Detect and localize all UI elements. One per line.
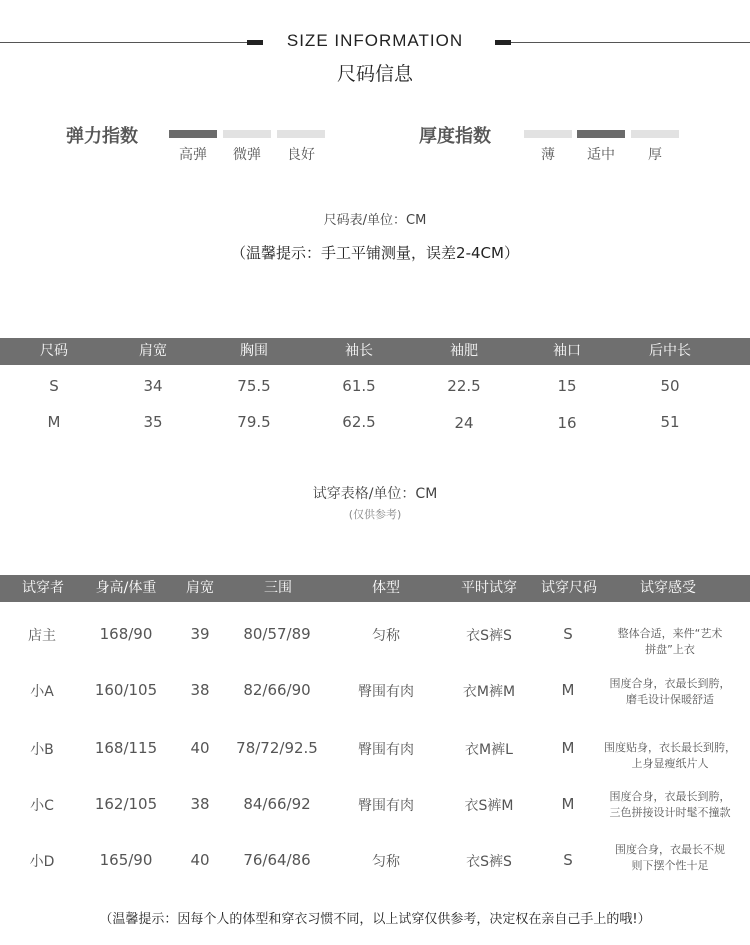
tryon-feedback: 三色拼接设计时髦不撞款 [609,806,731,819]
tryon-table-subcaption: (仅供参考) [348,508,402,521]
tryon-cell: 84/66/92 [243,795,311,813]
size-cell: 16 [557,414,577,432]
thickness-option-thick: 厚 [648,147,662,163]
size-cell: 51 [660,413,680,431]
tryon-cell: 衣M裤L [465,742,513,758]
tryon-feedback: 围度合身，衣最长不规 [615,843,725,856]
size-cell: 61.5 [342,377,376,395]
tryon-cell: 匀称 [372,854,400,870]
elasticity-option-slight: 微弹 [233,147,261,163]
elasticity-option-high: 高弹 [179,147,207,163]
tryon-cell: 匀称 [372,628,400,644]
tryon-cell: 衣S裤S [466,854,512,870]
tryon-cell: 78/72/92.5 [236,739,318,757]
tryon-header-tester: 试穿者 [22,580,64,596]
size-header-shoulder: 肩宽 [139,343,167,359]
tryon-feedback: 上身显瘦纸片人 [631,757,709,770]
tryon-cell: 衣S裤S [466,628,512,644]
tryon-cell: 小B [30,742,54,758]
tryon-header-shoulder: 肩宽 [186,580,214,596]
header-dash-right [495,40,511,45]
tryon-feedback: 围度合身，衣最长到胯， [609,677,731,690]
tryon-feedback: 围度合身，衣最长到胯， [609,790,731,803]
tryon-header-usual-size: 平时试穿 [461,580,517,596]
tryon-cell: 小C [30,798,54,814]
tryon-cell: S [563,625,573,643]
size-header-size: 尺码 [40,343,68,359]
size-cell: S [49,377,59,395]
tryon-cell: 臀围有肉 [358,798,414,814]
size-cell: 34 [143,377,163,395]
page-subtitle: 尺码信息 [336,63,413,85]
page-title: SIZE INFORMATION [286,31,464,50]
tryon-header-height-weight: 身高/体重 [95,580,157,596]
size-table-caption: 尺码表/单位：CM [323,213,427,228]
tryon-cell: 小A [30,684,54,700]
elasticity-label: 弹力指数 [66,126,138,147]
tryon-cell: 38 [190,681,210,699]
tryon-cell: M [561,795,575,813]
tryon-cell: 76/64/86 [243,851,311,869]
tryon-cell: 40 [190,739,210,757]
tryon-header-feedback: 试穿感受 [640,580,696,596]
elasticity-bar-slight [223,130,271,138]
size-cell: M [47,413,61,431]
tryon-cell: 40 [190,851,210,869]
tryon-cell: 168/115 [94,739,158,757]
tryon-cell: M [561,739,575,757]
tryon-feedback: 整体合适，来件“艺术 [617,627,723,640]
thickness-label: 厚度指数 [419,126,491,147]
thickness-option-thin: 薄 [541,147,555,163]
tryon-cell: 小D [29,854,55,870]
header-line-right [511,42,750,43]
tryon-cell: S [563,851,573,869]
tryon-cell: 168/90 [99,625,153,643]
size-cell: 24 [454,414,474,432]
size-header-chest: 胸围 [240,343,268,359]
tryon-cell: 店主 [28,628,56,644]
elasticity-option-good: 良好 [287,147,315,163]
tryon-table-header [0,575,750,602]
thickness-bar-thin [524,130,572,138]
size-cell: 75.5 [237,377,271,395]
thickness-option-medium: 适中 [587,147,615,163]
size-cell: 50 [660,377,680,395]
tryon-header-tried-size: 试穿尺码 [541,580,597,596]
tryon-feedback: 则下摆个性十足 [631,859,709,872]
tryon-table-caption: 试穿表格/单位：CM [312,486,438,502]
size-table-header [0,338,750,365]
size-header-cuff: 袖口 [553,343,581,359]
tryon-cell: 臀围有肉 [358,684,414,700]
tryon-cell: 39 [190,625,210,643]
thickness-bar-medium [577,130,625,138]
tryon-cell: M [561,681,575,699]
size-header-back-length: 后中长 [649,343,691,359]
tryon-cell: 162/105 [94,795,158,813]
footer-tip: （温馨提示：因每个人的体型和穿衣习惯不同，以上试穿仅供参考，决定权在亲自己手上的哦!） [99,912,651,927]
tryon-cell: 80/57/89 [243,625,311,643]
size-header-sleeve-length: 袖长 [345,343,373,359]
size-cell: 35 [143,413,163,431]
elasticity-bar-high [169,130,217,138]
tryon-header-measurements: 三围 [264,580,292,596]
thickness-bar-thick [631,130,679,138]
size-cell: 15 [557,377,577,395]
measurement-tip: （温馨提示：手工平铺测量，误差2-4CM） [231,244,519,262]
tryon-feedback: 围度贴身，衣长最长到胯， [604,741,736,754]
tryon-feedback: 磨毛设计保暖舒适 [626,693,714,706]
tryon-cell: 臀围有肉 [358,742,414,758]
size-cell: 79.5 [237,413,271,431]
tryon-cell: 38 [190,795,210,813]
size-cell: 22.5 [447,377,481,395]
tryon-cell: 衣M裤M [462,684,516,700]
tryon-cell: 160/105 [94,681,158,699]
tryon-cell: 82/66/90 [243,681,311,699]
tryon-cell: 衣S裤M [464,798,514,814]
tryon-header-body-type: 体型 [372,580,400,596]
elasticity-bar-good [277,130,325,138]
size-cell: 62.5 [342,413,376,431]
tryon-cell: 165/90 [99,851,153,869]
size-header-sleeve-width: 袖肥 [450,343,478,359]
tryon-feedback: 拼盘”上衣 [645,643,695,656]
